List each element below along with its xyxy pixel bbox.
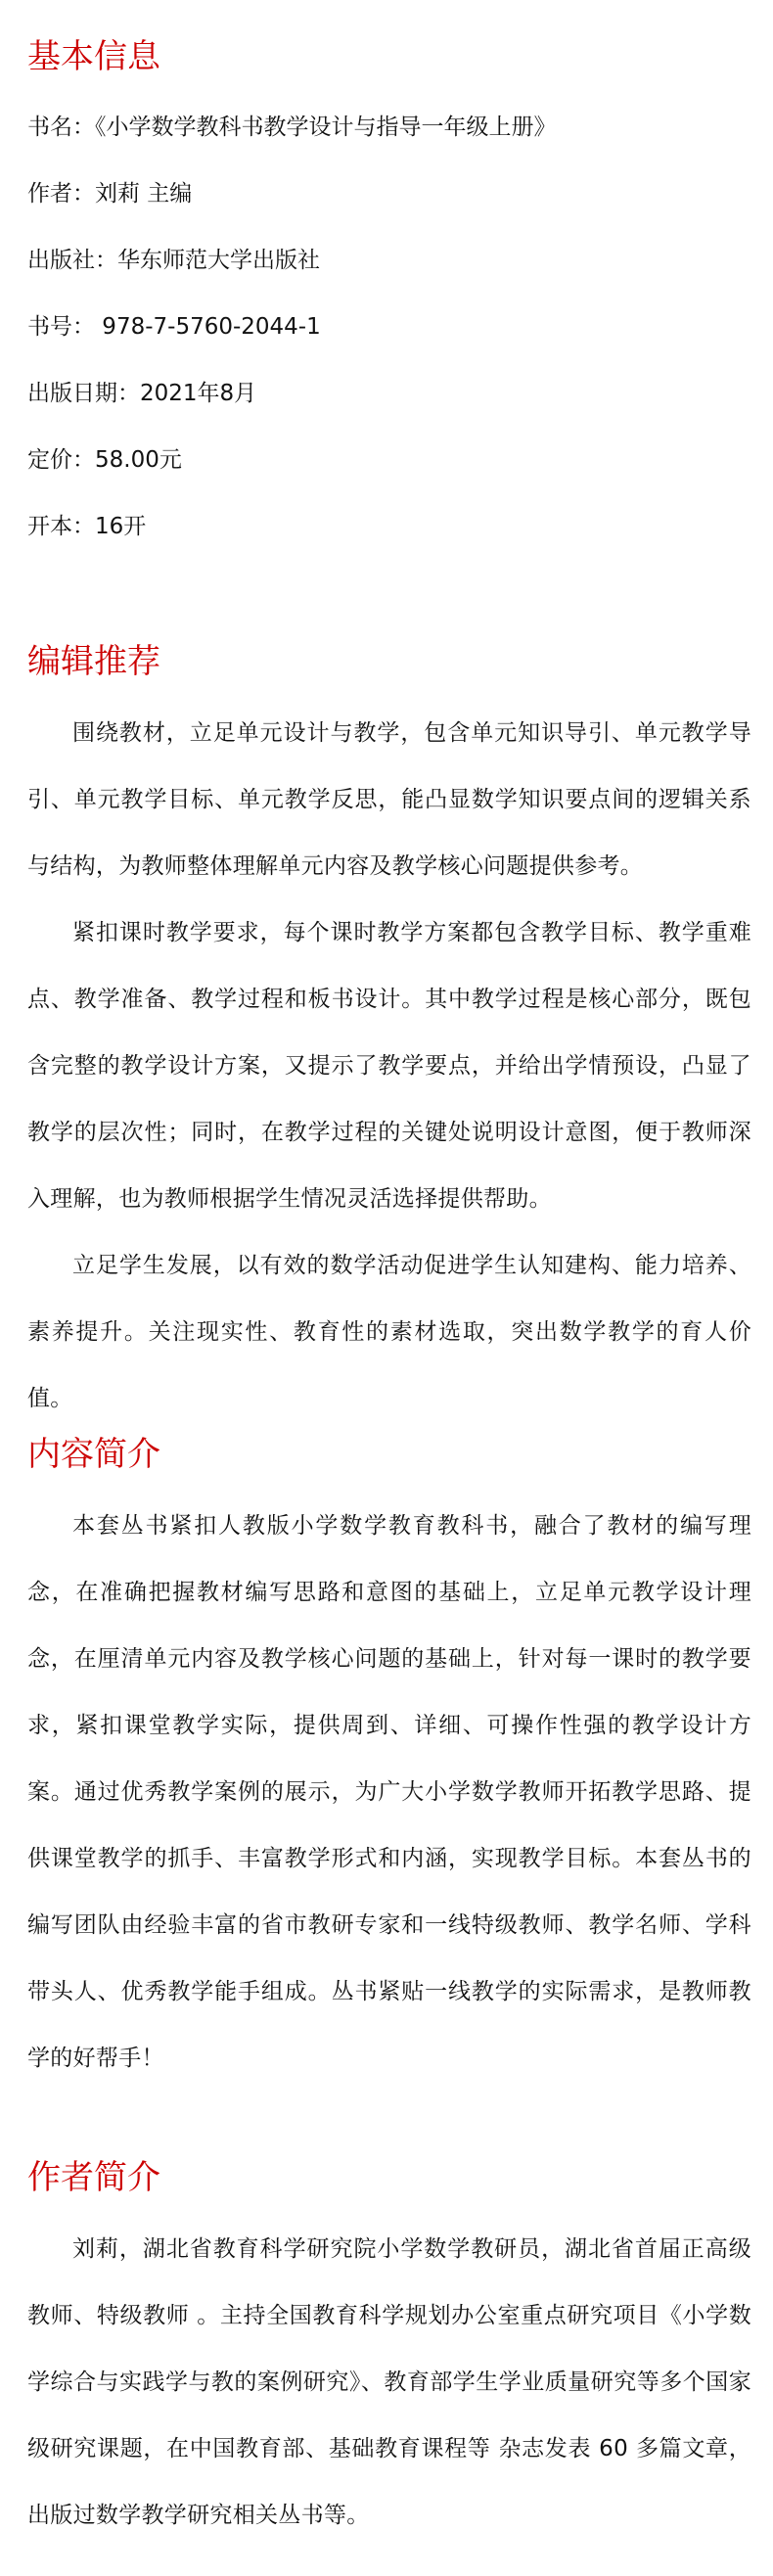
isbn-line: 书号： 978-7-5760-2044-1	[27, 314, 321, 340]
pub-date-line: 出版日期：2021年8月	[27, 381, 257, 406]
author-intro-paragraph: 刘莉，湖北省教育科学研究院小学数学教研员，湖北省首届正高级教师、特级教师 。主持全国教育科学规划办公室重点研究项目《小学数学综合与实践学与教的案例研究》、教育部学生学业质量研究等多个国家级研究课题，在中国教育部、基础教育课程等 杂志发表 60 多篇文章，出版过数学教学研究相关丛书等。	[27, 2236, 751, 2528]
price-line: 定价：58.00元	[27, 447, 182, 473]
editor-recommend-paragraph: 围绕教材，立足单元设计与教学，包含单元知识导引、单元教学导引、单元教学目标、单元教学反思，能凸显数学知识要点间的逻辑关系与结构，为教师整体理解单元内容及教学核心问题提供参考。	[27, 720, 751, 879]
format-line: 开本：16开	[27, 514, 147, 539]
content-intro-heading: 内容简介	[27, 1435, 160, 1474]
basic-info-heading: 基本信息	[27, 37, 160, 76]
author-intro-heading: 作者简介	[27, 2158, 160, 2197]
publisher-line: 出版社：华东师范大学出版社	[27, 248, 320, 273]
author-line: 作者：刘莉 主编	[27, 181, 193, 207]
editor-recommend-heading: 编辑推荐	[27, 642, 160, 681]
editor-recommend-paragraph: 立足学生发展，以有效的数学活动促进学生认知建构、能力培养、素养提升。关注现实性、教育性的素材选取，突出数学教学的育人价值。	[27, 1253, 751, 1411]
editor-recommend-paragraph: 紧扣课时教学要求，每个课时教学方案都包含教学目标、教学重难点、教学准备、教学过程和板书设计。其中教学过程是核心部分，既包含完整的教学设计方案，又提示了教学要点，并给出学情预设，凸显了教学的层次性；同时，在教学过程的关键处说明设计意图，便于教师深入理解，也为教师根据学生情况灵活选择提供帮助。	[27, 920, 751, 1212]
book-name-line: 书名：《小学数学教科书教学设计与指导一年级上册》	[27, 115, 557, 140]
content-intro-paragraph: 本套丛书紧扣人教版小学数学教育教科书，融合了教材的编写理念，在准确把握教材编写思路和意图的基础上，立足单元教学设计理念，在厘清单元内容及教学核心问题的基础上，针对每一课时的教学要求，紧扣课堂教学实际，提供周到、详细、可操作性强的教学设计方案。通过优秀教学案例的展示，为广大小学数学教师开拓教学思路、提供课堂教学的抓手、丰富教学形式和内涵，实现教学目标。本套丛书的编写团队由经验丰富的省市教研专家和一线特级教师、教学名师、学科带头人、优秀教学能手组成。丛书紧贴一线教学的实际需求，是教师教学的好帮手！	[27, 1513, 751, 2071]
